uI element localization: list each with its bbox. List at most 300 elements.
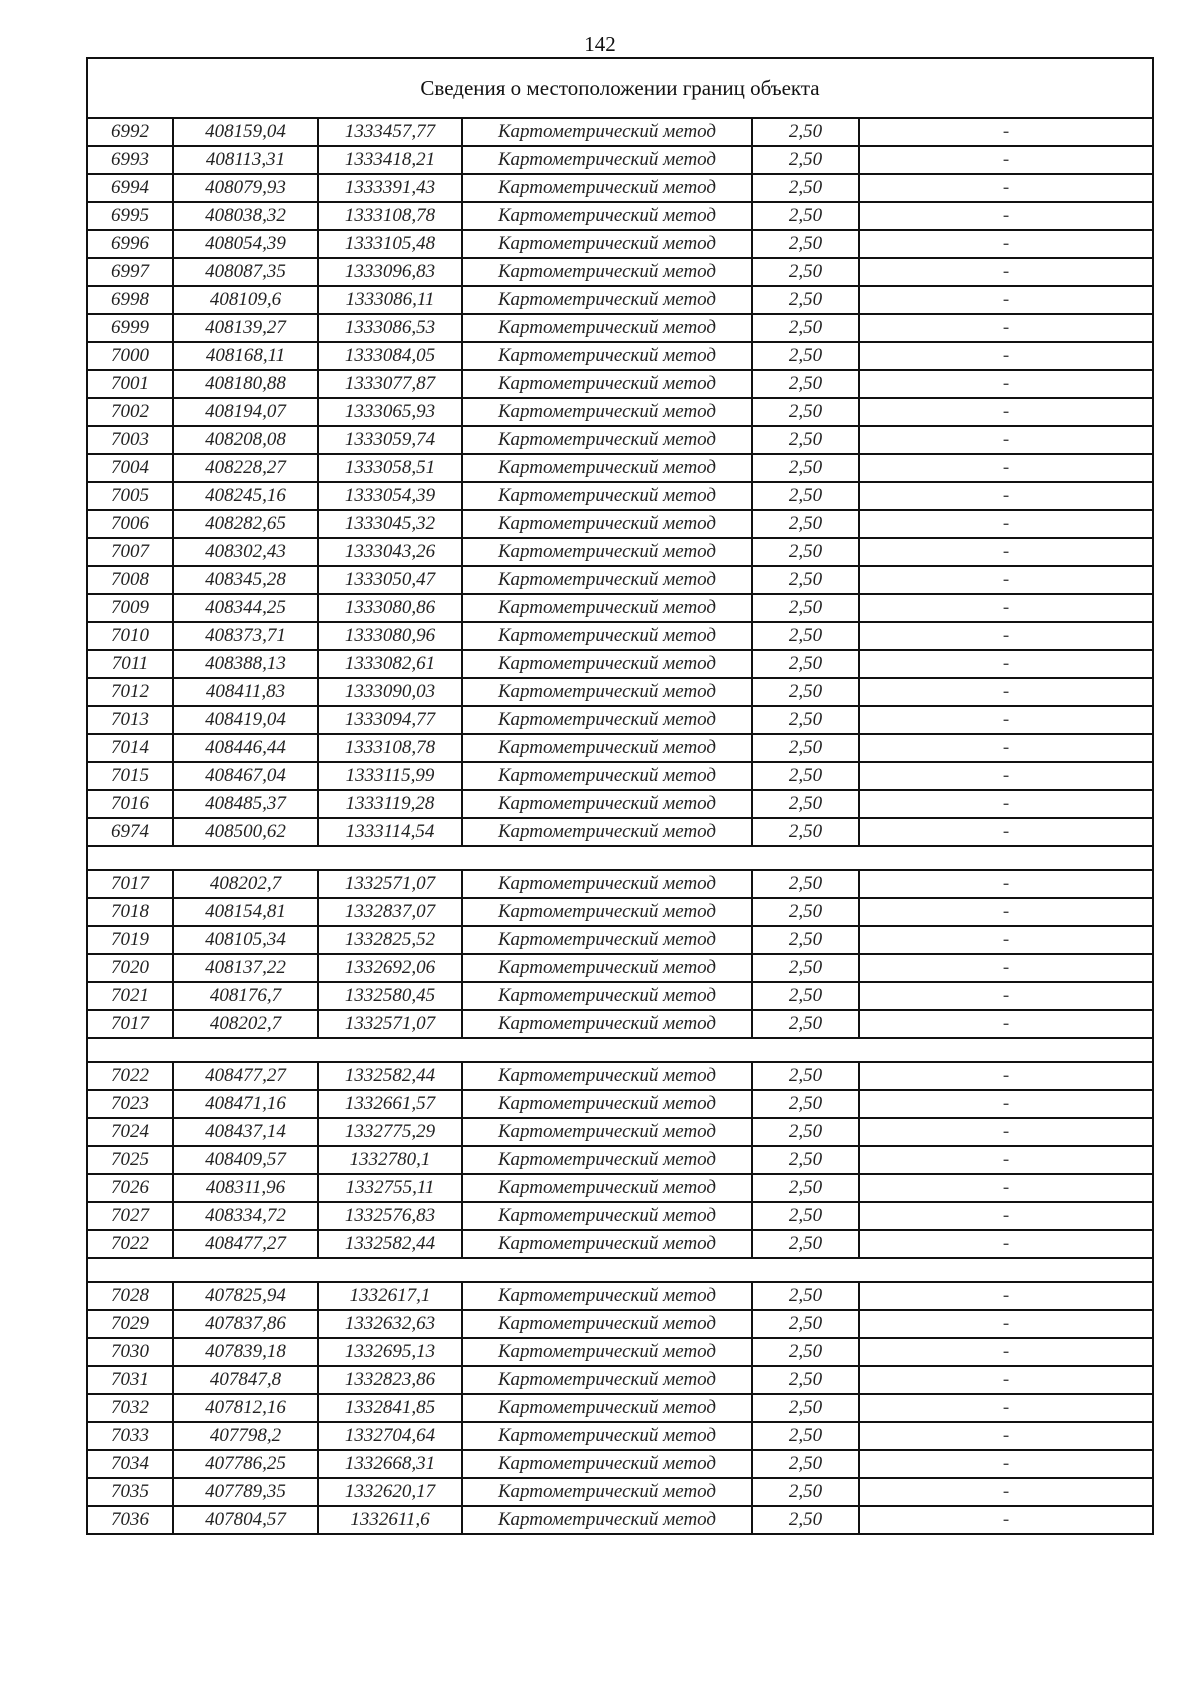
accuracy: 2,50 bbox=[752, 118, 859, 146]
point-number: 7036 bbox=[87, 1506, 173, 1534]
coordinate-y: 1332775,29 bbox=[318, 1118, 462, 1146]
accuracy: 2,50 bbox=[752, 482, 859, 510]
point-number: 7000 bbox=[87, 342, 173, 370]
accuracy: 2,50 bbox=[752, 594, 859, 622]
method: Картометрический метод bbox=[462, 1338, 752, 1366]
coordinate-x: 408477,27 bbox=[173, 1230, 318, 1258]
point-number: 7025 bbox=[87, 1146, 173, 1174]
method: Картометрический метод bbox=[462, 954, 752, 982]
description: - bbox=[859, 258, 1153, 286]
table-row bbox=[87, 1310, 1153, 1338]
group-separator-row bbox=[87, 846, 1153, 870]
description: - bbox=[859, 1422, 1153, 1450]
coordinate-x: 408245,16 bbox=[173, 482, 318, 510]
method: Картометрический метод bbox=[462, 1230, 752, 1258]
table-row bbox=[87, 622, 1153, 650]
accuracy: 2,50 bbox=[752, 510, 859, 538]
description: - bbox=[859, 734, 1153, 762]
description: - bbox=[859, 398, 1153, 426]
table-body bbox=[87, 58, 1153, 1534]
accuracy: 2,50 bbox=[752, 258, 859, 286]
accuracy: 2,50 bbox=[752, 1090, 859, 1118]
coordinate-x: 408202,7 bbox=[173, 870, 318, 898]
accuracy: 2,50 bbox=[752, 174, 859, 202]
method: Картометрический метод bbox=[462, 146, 752, 174]
method: Картометрический метод bbox=[462, 762, 752, 790]
method: Картометрический метод bbox=[462, 734, 752, 762]
accuracy: 2,50 bbox=[752, 538, 859, 566]
coordinate-x: 408109,6 bbox=[173, 286, 318, 314]
description: - bbox=[859, 426, 1153, 454]
table-row bbox=[87, 706, 1153, 734]
table-row bbox=[87, 678, 1153, 706]
coordinate-y: 1332755,11 bbox=[318, 1174, 462, 1202]
coordinate-y: 1333082,61 bbox=[318, 650, 462, 678]
point-number: 6993 bbox=[87, 146, 173, 174]
description: - bbox=[859, 926, 1153, 954]
coordinate-y: 1332632,63 bbox=[318, 1310, 462, 1338]
method: Картометрический метод bbox=[462, 1366, 752, 1394]
table-row bbox=[87, 146, 1153, 174]
coordinate-y: 1333080,86 bbox=[318, 594, 462, 622]
table-row bbox=[87, 1062, 1153, 1090]
coordinate-x: 407825,94 bbox=[173, 1282, 318, 1310]
description: - bbox=[859, 1230, 1153, 1258]
table-row bbox=[87, 230, 1153, 258]
coordinate-y: 1333115,99 bbox=[318, 762, 462, 790]
coordinate-y: 1332571,07 bbox=[318, 1010, 462, 1038]
point-number: 7002 bbox=[87, 398, 173, 426]
method: Картометрический метод bbox=[462, 1478, 752, 1506]
coordinate-x: 408168,11 bbox=[173, 342, 318, 370]
method: Картометрический метод bbox=[462, 1146, 752, 1174]
method: Картометрический метод bbox=[462, 1310, 752, 1338]
table-row bbox=[87, 1366, 1153, 1394]
description: - bbox=[859, 1450, 1153, 1478]
coordinate-x: 408079,93 bbox=[173, 174, 318, 202]
accuracy: 2,50 bbox=[752, 898, 859, 926]
coordinate-x: 408038,32 bbox=[173, 202, 318, 230]
boundary-coordinates-table bbox=[86, 57, 1154, 1535]
point-number: 7021 bbox=[87, 982, 173, 1010]
method: Картометрический метод bbox=[462, 118, 752, 146]
coordinate-x: 408228,27 bbox=[173, 454, 318, 482]
point-number: 7020 bbox=[87, 954, 173, 982]
method: Картометрический метод bbox=[462, 1282, 752, 1310]
table-row bbox=[87, 790, 1153, 818]
table-row bbox=[87, 762, 1153, 790]
description: - bbox=[859, 566, 1153, 594]
method: Картометрический метод bbox=[462, 482, 752, 510]
accuracy: 2,50 bbox=[752, 1230, 859, 1258]
description: - bbox=[859, 286, 1153, 314]
point-number: 7011 bbox=[87, 650, 173, 678]
point-number: 6974 bbox=[87, 818, 173, 846]
coordinate-y: 1333077,87 bbox=[318, 370, 462, 398]
description: - bbox=[859, 622, 1153, 650]
coordinate-y: 1332695,13 bbox=[318, 1338, 462, 1366]
description: - bbox=[859, 1366, 1153, 1394]
description: - bbox=[859, 594, 1153, 622]
description: - bbox=[859, 118, 1153, 146]
point-number: 7009 bbox=[87, 594, 173, 622]
table-row bbox=[87, 926, 1153, 954]
coordinate-x: 407789,35 bbox=[173, 1478, 318, 1506]
coordinate-y: 1333086,53 bbox=[318, 314, 462, 342]
description: - bbox=[859, 342, 1153, 370]
table-row bbox=[87, 1394, 1153, 1422]
description: - bbox=[859, 1174, 1153, 1202]
point-number: 7031 bbox=[87, 1366, 173, 1394]
method: Картометрический метод bbox=[462, 1394, 752, 1422]
coordinate-x: 407786,25 bbox=[173, 1450, 318, 1478]
table-row bbox=[87, 398, 1153, 426]
table-row bbox=[87, 1202, 1153, 1230]
point-number: 6998 bbox=[87, 286, 173, 314]
coordinate-x: 408311,96 bbox=[173, 1174, 318, 1202]
description: - bbox=[859, 870, 1153, 898]
coordinate-x: 408446,44 bbox=[173, 734, 318, 762]
coordinate-y: 1333054,39 bbox=[318, 482, 462, 510]
description: - bbox=[859, 146, 1153, 174]
coordinate-y: 1332825,52 bbox=[318, 926, 462, 954]
coordinate-x: 408087,35 bbox=[173, 258, 318, 286]
description: - bbox=[859, 454, 1153, 482]
coordinate-x: 408345,28 bbox=[173, 566, 318, 594]
accuracy: 2,50 bbox=[752, 146, 859, 174]
accuracy: 2,50 bbox=[752, 286, 859, 314]
accuracy: 2,50 bbox=[752, 870, 859, 898]
description: - bbox=[859, 370, 1153, 398]
coordinate-x: 407839,18 bbox=[173, 1338, 318, 1366]
accuracy: 2,50 bbox=[752, 398, 859, 426]
table-row bbox=[87, 870, 1153, 898]
table-title: Сведения о местоположении границ объекта bbox=[87, 58, 1153, 118]
coordinate-x: 408373,71 bbox=[173, 622, 318, 650]
accuracy: 2,50 bbox=[752, 1118, 859, 1146]
coordinate-y: 1332617,1 bbox=[318, 1282, 462, 1310]
point-number: 7022 bbox=[87, 1062, 173, 1090]
coordinate-y: 1333119,28 bbox=[318, 790, 462, 818]
point-number: 7035 bbox=[87, 1478, 173, 1506]
table-row bbox=[87, 1338, 1153, 1366]
method: Картометрический метод bbox=[462, 1010, 752, 1038]
description: - bbox=[859, 538, 1153, 566]
description: - bbox=[859, 1478, 1153, 1506]
coordinate-y: 1333391,43 bbox=[318, 174, 462, 202]
description: - bbox=[859, 1202, 1153, 1230]
coordinate-x: 408202,7 bbox=[173, 1010, 318, 1038]
description: - bbox=[859, 1118, 1153, 1146]
method: Картометрический метод bbox=[462, 566, 752, 594]
point-number: 7018 bbox=[87, 898, 173, 926]
table-row bbox=[87, 454, 1153, 482]
description: - bbox=[859, 1506, 1153, 1534]
coordinate-y: 1333065,93 bbox=[318, 398, 462, 426]
coordinate-x: 408409,57 bbox=[173, 1146, 318, 1174]
description: - bbox=[859, 1394, 1153, 1422]
coordinate-x: 408471,16 bbox=[173, 1090, 318, 1118]
coordinate-y: 1333457,77 bbox=[318, 118, 462, 146]
table-row bbox=[87, 118, 1153, 146]
coordinate-y: 1333090,03 bbox=[318, 678, 462, 706]
accuracy: 2,50 bbox=[752, 1010, 859, 1038]
accuracy: 2,50 bbox=[752, 230, 859, 258]
point-number: 7001 bbox=[87, 370, 173, 398]
coordinate-y: 1332580,45 bbox=[318, 982, 462, 1010]
accuracy: 2,50 bbox=[752, 1174, 859, 1202]
point-number: 7007 bbox=[87, 538, 173, 566]
coordinate-y: 1332611,6 bbox=[318, 1506, 462, 1534]
point-number: 7033 bbox=[87, 1422, 173, 1450]
table-row bbox=[87, 1090, 1153, 1118]
coordinate-y: 1332704,64 bbox=[318, 1422, 462, 1450]
accuracy: 2,50 bbox=[752, 734, 859, 762]
point-number: 7027 bbox=[87, 1202, 173, 1230]
table-row bbox=[87, 314, 1153, 342]
table-row bbox=[87, 538, 1153, 566]
description: - bbox=[859, 982, 1153, 1010]
coordinate-x: 408180,88 bbox=[173, 370, 318, 398]
coordinate-y: 1333114,54 bbox=[318, 818, 462, 846]
accuracy: 2,50 bbox=[752, 454, 859, 482]
group-separator bbox=[87, 1038, 1153, 1062]
method: Картометрический метод bbox=[462, 286, 752, 314]
coordinate-x: 407847,8 bbox=[173, 1366, 318, 1394]
coordinate-x: 408344,25 bbox=[173, 594, 318, 622]
method: Картометрический метод bbox=[462, 258, 752, 286]
method: Картометрический метод bbox=[462, 230, 752, 258]
method: Картометрический метод bbox=[462, 1118, 752, 1146]
method: Картометрический метод bbox=[462, 1174, 752, 1202]
coordinate-y: 1332823,86 bbox=[318, 1366, 462, 1394]
point-number: 7017 bbox=[87, 870, 173, 898]
description: - bbox=[859, 1090, 1153, 1118]
coordinate-x: 407804,57 bbox=[173, 1506, 318, 1534]
table-row bbox=[87, 510, 1153, 538]
coordinate-x: 408113,31 bbox=[173, 146, 318, 174]
coordinate-x: 408467,04 bbox=[173, 762, 318, 790]
accuracy: 2,50 bbox=[752, 1478, 859, 1506]
coordinate-y: 1333418,21 bbox=[318, 146, 462, 174]
point-number: 6999 bbox=[87, 314, 173, 342]
point-number: 6996 bbox=[87, 230, 173, 258]
coordinate-x: 408176,7 bbox=[173, 982, 318, 1010]
table-row bbox=[87, 202, 1153, 230]
accuracy: 2,50 bbox=[752, 926, 859, 954]
method: Картометрический метод bbox=[462, 594, 752, 622]
accuracy: 2,50 bbox=[752, 622, 859, 650]
accuracy: 2,50 bbox=[752, 426, 859, 454]
method: Картометрический метод bbox=[462, 454, 752, 482]
coordinate-y: 1333059,74 bbox=[318, 426, 462, 454]
coordinate-y: 1332620,17 bbox=[318, 1478, 462, 1506]
method: Картометрический метод bbox=[462, 678, 752, 706]
coordinate-x: 407837,86 bbox=[173, 1310, 318, 1338]
method: Картометрический метод bbox=[462, 1090, 752, 1118]
accuracy: 2,50 bbox=[752, 1506, 859, 1534]
coordinate-x: 407812,16 bbox=[173, 1394, 318, 1422]
coordinate-y: 1333084,05 bbox=[318, 342, 462, 370]
coordinate-x: 408334,72 bbox=[173, 1202, 318, 1230]
description: - bbox=[859, 1062, 1153, 1090]
coordinate-x: 408159,04 bbox=[173, 118, 318, 146]
group-separator bbox=[87, 1258, 1153, 1282]
method: Картометрический метод bbox=[462, 174, 752, 202]
coordinate-x: 408477,27 bbox=[173, 1062, 318, 1090]
point-number: 7015 bbox=[87, 762, 173, 790]
coordinate-y: 1332576,83 bbox=[318, 1202, 462, 1230]
method: Картометрический метод bbox=[462, 1506, 752, 1534]
coordinate-x: 408105,34 bbox=[173, 926, 318, 954]
accuracy: 2,50 bbox=[752, 1450, 859, 1478]
method: Картометрический метод bbox=[462, 1450, 752, 1478]
description: - bbox=[859, 1310, 1153, 1338]
accuracy: 2,50 bbox=[752, 1310, 859, 1338]
point-number: 7017 bbox=[87, 1010, 173, 1038]
point-number: 7006 bbox=[87, 510, 173, 538]
description: - bbox=[859, 1146, 1153, 1174]
description: - bbox=[859, 898, 1153, 926]
accuracy: 2,50 bbox=[752, 1146, 859, 1174]
accuracy: 2,50 bbox=[752, 1366, 859, 1394]
description: - bbox=[859, 202, 1153, 230]
point-number: 7029 bbox=[87, 1310, 173, 1338]
accuracy: 2,50 bbox=[752, 1282, 859, 1310]
accuracy: 2,50 bbox=[752, 818, 859, 846]
method: Картометрический метод bbox=[462, 818, 752, 846]
group-separator-row bbox=[87, 1038, 1153, 1062]
page-number: 142 bbox=[584, 32, 616, 56]
accuracy: 2,50 bbox=[752, 314, 859, 342]
method: Картометрический метод bbox=[462, 370, 752, 398]
point-number: 7005 bbox=[87, 482, 173, 510]
description: - bbox=[859, 1338, 1153, 1366]
description: - bbox=[859, 954, 1153, 982]
table-row bbox=[87, 1506, 1153, 1534]
coordinate-x: 408437,14 bbox=[173, 1118, 318, 1146]
table-row bbox=[87, 566, 1153, 594]
accuracy: 2,50 bbox=[752, 1202, 859, 1230]
coordinate-y: 1333096,83 bbox=[318, 258, 462, 286]
method: Картометрический метод bbox=[462, 650, 752, 678]
method: Картометрический метод bbox=[462, 870, 752, 898]
coordinate-y: 1332780,1 bbox=[318, 1146, 462, 1174]
table-row bbox=[87, 594, 1153, 622]
accuracy: 2,50 bbox=[752, 790, 859, 818]
accuracy: 2,50 bbox=[752, 954, 859, 982]
method: Картометрический метод bbox=[462, 342, 752, 370]
description: - bbox=[859, 1282, 1153, 1310]
point-number: 6995 bbox=[87, 202, 173, 230]
method: Картометрический метод bbox=[462, 706, 752, 734]
accuracy: 2,50 bbox=[752, 1422, 859, 1450]
description: - bbox=[859, 482, 1153, 510]
coordinate-x: 408411,83 bbox=[173, 678, 318, 706]
accuracy: 2,50 bbox=[752, 1338, 859, 1366]
table-row bbox=[87, 954, 1153, 982]
method: Картометрический метод bbox=[462, 398, 752, 426]
table-row bbox=[87, 1010, 1153, 1038]
coordinate-x: 408208,08 bbox=[173, 426, 318, 454]
method: Картометрический метод bbox=[462, 622, 752, 650]
coordinate-x: 408154,81 bbox=[173, 898, 318, 926]
coordinate-y: 1332571,07 bbox=[318, 870, 462, 898]
table-row bbox=[87, 426, 1153, 454]
coordinate-y: 1332661,57 bbox=[318, 1090, 462, 1118]
point-number: 7022 bbox=[87, 1230, 173, 1258]
point-number: 6992 bbox=[87, 118, 173, 146]
description: - bbox=[859, 818, 1153, 846]
accuracy: 2,50 bbox=[752, 342, 859, 370]
table-header-row bbox=[87, 58, 1153, 118]
table-row bbox=[87, 370, 1153, 398]
table-row bbox=[87, 286, 1153, 314]
point-number: 7003 bbox=[87, 426, 173, 454]
method: Картометрический метод bbox=[462, 1202, 752, 1230]
method: Картометрический метод bbox=[462, 314, 752, 342]
point-number: 7014 bbox=[87, 734, 173, 762]
table-row bbox=[87, 898, 1153, 926]
method: Картометрический метод bbox=[462, 790, 752, 818]
table-row bbox=[87, 342, 1153, 370]
table-row bbox=[87, 1422, 1153, 1450]
point-number: 7004 bbox=[87, 454, 173, 482]
description: - bbox=[859, 762, 1153, 790]
table-row bbox=[87, 1146, 1153, 1174]
table-row bbox=[87, 1450, 1153, 1478]
table-row bbox=[87, 734, 1153, 762]
accuracy: 2,50 bbox=[752, 982, 859, 1010]
accuracy: 2,50 bbox=[752, 706, 859, 734]
accuracy: 2,50 bbox=[752, 678, 859, 706]
coordinate-y: 1333094,77 bbox=[318, 706, 462, 734]
method: Картометрический метод bbox=[462, 1062, 752, 1090]
coordinate-x: 407798,2 bbox=[173, 1422, 318, 1450]
coordinate-y: 1332582,44 bbox=[318, 1062, 462, 1090]
coordinate-x: 408282,65 bbox=[173, 510, 318, 538]
method: Картометрический метод bbox=[462, 982, 752, 1010]
point-number: 6994 bbox=[87, 174, 173, 202]
accuracy: 2,50 bbox=[752, 370, 859, 398]
point-number: 7019 bbox=[87, 926, 173, 954]
table-row bbox=[87, 1282, 1153, 1310]
accuracy: 2,50 bbox=[752, 762, 859, 790]
coordinate-y: 1333058,51 bbox=[318, 454, 462, 482]
table-row bbox=[87, 650, 1153, 678]
coordinate-x: 408194,07 bbox=[173, 398, 318, 426]
coordinate-x: 408139,27 bbox=[173, 314, 318, 342]
coordinate-x: 408137,22 bbox=[173, 954, 318, 982]
table-row bbox=[87, 1174, 1153, 1202]
coordinate-y: 1333080,96 bbox=[318, 622, 462, 650]
coordinate-y: 1333043,26 bbox=[318, 538, 462, 566]
point-number: 7028 bbox=[87, 1282, 173, 1310]
table-row bbox=[87, 174, 1153, 202]
description: - bbox=[859, 678, 1153, 706]
method: Картометрический метод bbox=[462, 538, 752, 566]
coordinate-x: 408302,43 bbox=[173, 538, 318, 566]
point-number: 7032 bbox=[87, 1394, 173, 1422]
point-number: 7030 bbox=[87, 1338, 173, 1366]
accuracy: 2,50 bbox=[752, 650, 859, 678]
point-number: 7010 bbox=[87, 622, 173, 650]
group-separator-row bbox=[87, 1258, 1153, 1282]
coordinate-y: 1333105,48 bbox=[318, 230, 462, 258]
description: - bbox=[859, 510, 1153, 538]
accuracy: 2,50 bbox=[752, 566, 859, 594]
coordinate-y: 1333108,78 bbox=[318, 734, 462, 762]
